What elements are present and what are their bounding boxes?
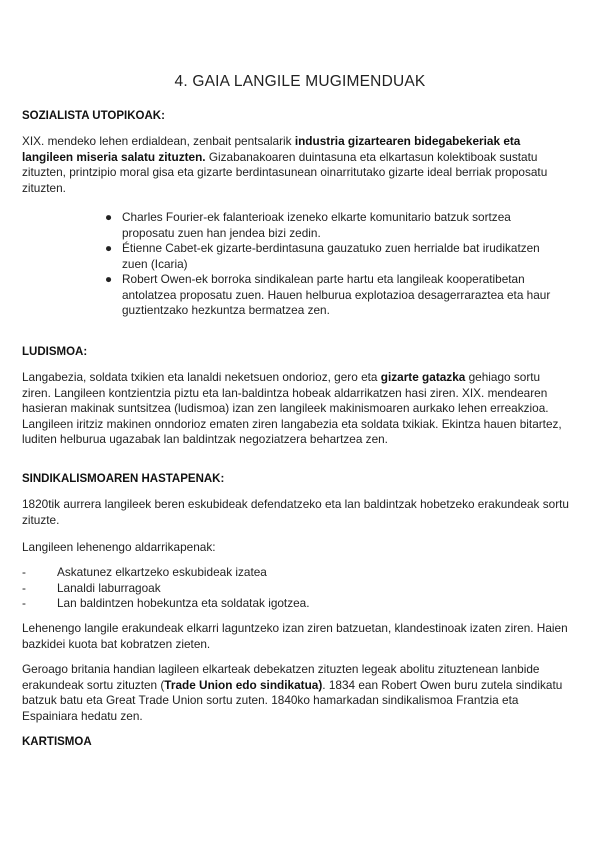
text-run: Geroago britania handian lagileen elkarteak debekatzen zituzten legeak abolitu zituztenean lanbide erakundeak sortu zituzten ( [22, 662, 540, 692]
section-heading-unionism: SINDIKALISMOAREN HASTAPENAK: [22, 473, 225, 485]
list-item-text: Askatunez elkartzeko eskubideak izatea [57, 565, 267, 579]
dash-list-demands [22, 565, 570, 612]
list-item-text: Lanaldi laburragoak [57, 580, 161, 595]
list-item [22, 581, 570, 597]
dash-marker: - [22, 596, 26, 610]
list-item [22, 565, 570, 581]
section-heading-luddism: LUDISMOA: [22, 346, 88, 358]
list-item-text: Étienne Cabet-ek gizarte-berdintasuna gauzatuko zuen herrialde bat irudikatzen zuen (Icaria) [122, 241, 540, 271]
bullet-icon: ● [105, 272, 113, 286]
list-item [105, 210, 565, 241]
paragraph-utopian-intro [22, 134, 570, 196]
text-run: Langabezia, soldata txikien eta lanaldi neketsuen ondorioz, gero eta [22, 370, 381, 384]
text-run: gehiago sortu ziren. Langileen kontzientzia piztu eta lan-baldintza hobeak aldarrikatzen hasi ziren. XIX. mendearen hasieran makinak suntsitzea (ludismoa) izan zen langileek makinismoaren aurkako lehen erreakzioa. Langileen iritziz makinen onndorioz ematen ziren langabezia eta soldata txikiak. Ekintza hauen bitartez, luditen helburua ugazabak lan baldintzak negoziatzera behartzea zen. [22, 370, 562, 446]
text-run: . 1834 ean Robert Owen buru zutela sindikatu batzuk batu eta Great Trade Union sortu zuten. 1840ko hamarkadan sindikalismoa Frantzia eta Espainiara hedatu zen. [22, 677, 563, 723]
text-run: Gizabanakoaren duintasuna eta elkartasun kolektiboak sustatu zituzten, printzipio moral gisa eta gizarte berdintasunean oinarritutako gizarte ideal berriak proposatu zituzten. [22, 149, 548, 195]
paragraph-trade-unions [22, 662, 570, 724]
list-item-text: Lan baldintzen hobekuntza eta soldatak igotzea. [57, 596, 310, 610]
dash-marker: - [22, 565, 26, 579]
bold-text-run: industria gizartearen bidegabekeriak eta langileen miseria salatu zituzten. [22, 134, 521, 164]
list-item-text: Charles Fourier-ek falanterioak izeneko elkarte komunitario batzuk sortzea proposatu zuen han jendea bizi zedin. [122, 210, 511, 240]
document-title: 4. GAIA LANGILE MUGIMENDUAK [174, 73, 426, 90]
paragraph-first-organizations: Lehenengo langile erakundeak elkarri laguntzeko izan ziren batzuetan, klandestinoak izaten ziren. Haien bazkidei kuota bat kobratzen zieten. [22, 621, 568, 651]
text-run: XIX. mendeko lehen erdialdean, zenbait pentsalarik [22, 134, 295, 148]
section-heading-chartism: KARTISMOA [22, 736, 92, 748]
list-item-text: Robert Owen-ek borroka sindikalean parte hartu eta langileak kooperatibetan antolatzea proposatu zuen. Hauen helburua explotazioa desagerraraztea eta haur guztientzako hezkuntza bermatzea zen. [122, 272, 551, 317]
list-item [105, 272, 565, 319]
bullet-icon: ● [105, 241, 113, 255]
list-item [22, 596, 570, 612]
bold-text-run: gizarte gatazka [380, 370, 466, 384]
bold-text-run: Trade Union edo sindikatua) [164, 677, 323, 692]
list-item [105, 241, 565, 272]
paragraph-demands-intro: Langileen lehenengo aldarrikapenak: [22, 540, 216, 554]
paragraph-luddism [22, 370, 570, 448]
dash-marker: - [22, 580, 26, 595]
section-heading-utopian-socialists: SOZIALISTA UTOPIKOAK: [22, 110, 165, 122]
paragraph-unionism-intro: 1820tik aurrera langileek beren eskubideak defendatzeko eta lan baldintzak hobetzeko erakundeak sortu zituzte. [22, 497, 569, 527]
bullet-list-utopians [105, 210, 565, 319]
bullet-icon: ● [105, 210, 113, 224]
